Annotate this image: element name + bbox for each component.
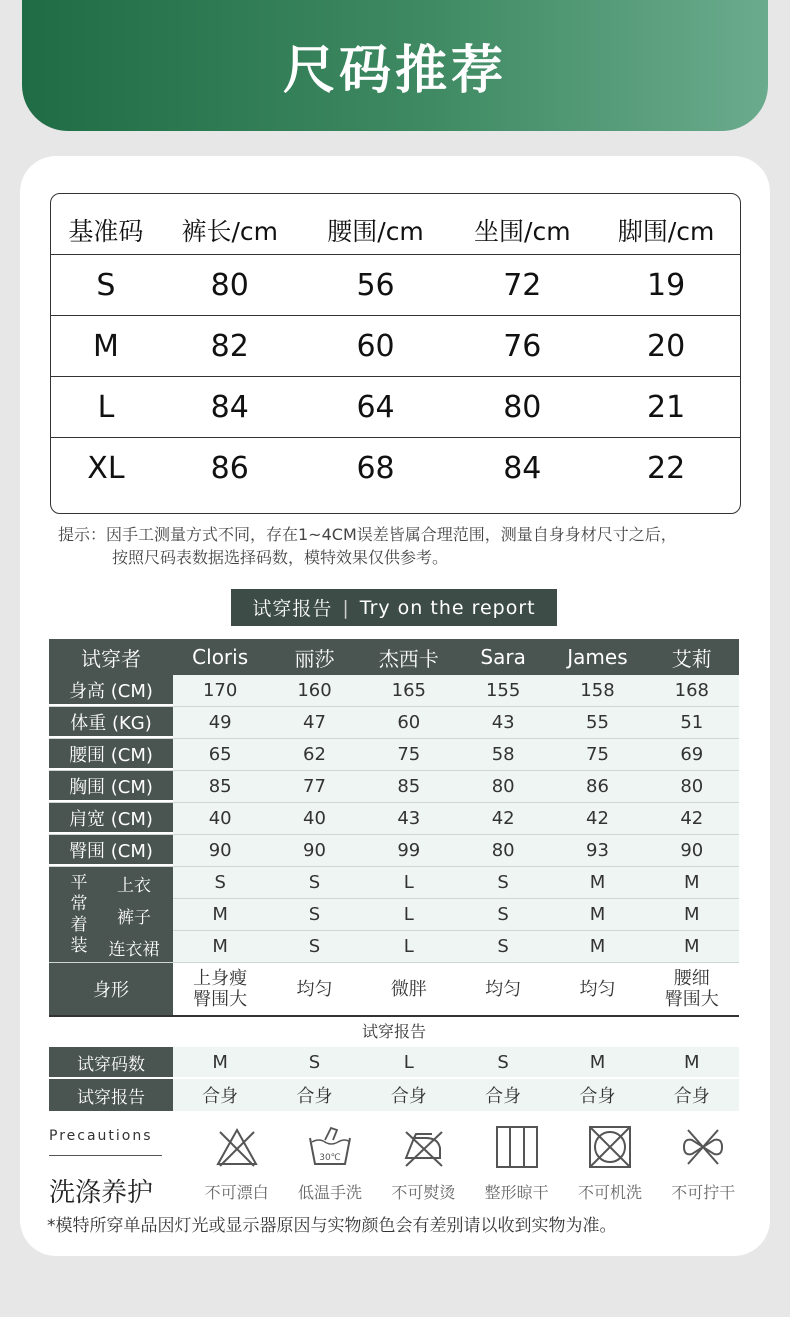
wear-size-value: S xyxy=(267,931,361,962)
care-label: 不可熨烫 xyxy=(391,1183,456,1202)
daily-wear-label xyxy=(49,867,173,962)
measure-row xyxy=(49,835,739,867)
report-value: L xyxy=(362,1047,456,1077)
measure-value: 93 xyxy=(550,835,644,866)
report-value: M xyxy=(645,1047,739,1077)
size-code: XL xyxy=(87,450,125,486)
care-item xyxy=(563,1124,656,1203)
measure-row xyxy=(49,739,739,771)
wear-size-value: L xyxy=(362,899,456,930)
care-title-cn: 洗涤养护 xyxy=(49,1178,154,1208)
size-table-row xyxy=(51,437,740,498)
tester-header-label: 试穿者 xyxy=(49,639,173,675)
tryon-header-row xyxy=(49,639,739,675)
size-value: 76 xyxy=(503,328,542,364)
wear-size-value: M xyxy=(550,931,644,962)
size-table-row xyxy=(51,254,740,315)
daily-wear-rows xyxy=(173,867,739,962)
size-value: 82 xyxy=(210,328,249,364)
size-value: 80 xyxy=(503,389,542,425)
measure-value: 80 xyxy=(645,771,739,802)
measure-value: 47 xyxy=(267,707,361,738)
measure-label: 肩宽 (CM) xyxy=(49,803,173,834)
wear-row xyxy=(173,899,739,931)
body-shape-value xyxy=(645,963,739,1015)
vertical-char: 平 xyxy=(70,873,88,893)
care-divider xyxy=(49,1155,162,1156)
measure-value: 160 xyxy=(267,675,361,706)
measure-value: 40 xyxy=(173,803,267,834)
care-label: 低温手洗 xyxy=(297,1183,362,1202)
measure-value: 75 xyxy=(550,739,644,770)
body-shape-line: 臀围大 xyxy=(193,989,248,1010)
wear-size-value: M xyxy=(173,899,267,930)
measure-value: 65 xyxy=(173,739,267,770)
report-value: 合身 xyxy=(362,1079,456,1111)
measure-value: 155 xyxy=(456,675,550,706)
care-item xyxy=(470,1124,563,1203)
care-item xyxy=(190,1124,283,1203)
measure-value: 49 xyxy=(173,707,267,738)
report-value: M xyxy=(173,1047,267,1077)
size-value: 84 xyxy=(503,450,542,486)
care-item xyxy=(377,1124,470,1203)
report-value: S xyxy=(267,1047,361,1077)
measure-value: 80 xyxy=(456,771,550,802)
report-value: 合身 xyxy=(456,1079,550,1111)
care-label: 不可拧干 xyxy=(671,1183,736,1202)
measure-value: 170 xyxy=(173,675,267,706)
body-shape-line: 均匀 xyxy=(579,978,616,1000)
measure-value: 42 xyxy=(456,803,550,834)
body-shape-line: 腰细 xyxy=(673,968,710,989)
report-label: 试穿码数 xyxy=(49,1047,173,1077)
report-value: M xyxy=(550,1047,644,1077)
care-item xyxy=(283,1124,376,1203)
measure-value: 77 xyxy=(267,771,361,802)
vertical-char: 着 xyxy=(70,915,88,935)
size-value: 56 xyxy=(356,267,395,303)
wear-sub-label: 连衣裙 xyxy=(108,940,160,960)
measure-value: 90 xyxy=(267,835,361,866)
daily-wear-vertical xyxy=(69,873,89,957)
body-shape-line: 均匀 xyxy=(296,978,333,1000)
body-shape-row xyxy=(49,963,739,1017)
tryon-report-tag xyxy=(231,589,557,626)
wear-sub-label: 裤子 xyxy=(117,908,151,928)
measure-value: 86 xyxy=(550,771,644,802)
size-chart-table xyxy=(50,193,741,514)
wear-size-value: L xyxy=(362,867,456,898)
title-banner xyxy=(22,0,768,131)
measure-value: 168 xyxy=(645,675,739,706)
report-value: 合身 xyxy=(267,1079,361,1111)
wear-size-value: M xyxy=(645,899,739,930)
no-wring-icon xyxy=(680,1124,726,1170)
measure-label: 臀围 (CM) xyxy=(49,835,173,866)
measure-value: 40 xyxy=(267,803,361,834)
page-title: 尺码推荐 xyxy=(282,41,507,101)
report-value: S xyxy=(456,1047,550,1077)
wear-size-value: S xyxy=(267,867,361,898)
measurement-tip xyxy=(58,523,748,569)
measure-row xyxy=(49,771,739,803)
tester-name: 艾莉 xyxy=(645,639,739,675)
care-item xyxy=(657,1124,750,1203)
tag-cn: 试穿报告 xyxy=(252,598,333,620)
color-disclaimer: *模特所穿单品因灯光或显示器原因与实物颜色会有差别请以收到实物为准。 xyxy=(47,1216,617,1236)
wear-size-value: M xyxy=(550,899,644,930)
tester-name: James xyxy=(550,639,644,675)
size-value: 20 xyxy=(647,328,686,364)
tester-name: Cloris xyxy=(173,639,267,675)
size-table-header xyxy=(51,194,740,254)
wear-row xyxy=(173,931,739,962)
size-value: 22 xyxy=(647,450,686,486)
vertical-char: 装 xyxy=(70,936,88,956)
measure-value: 43 xyxy=(362,803,456,834)
size-code: S xyxy=(96,267,116,303)
tip-line: 按照尺码表数据选择码数，模特效果仅供参考。 xyxy=(112,548,449,567)
wear-size-value: S xyxy=(456,931,550,962)
content-card xyxy=(20,156,770,1256)
size-value: 84 xyxy=(210,389,249,425)
size-value: 68 xyxy=(356,450,395,486)
measure-value: 85 xyxy=(173,771,267,802)
report-value: 合身 xyxy=(550,1079,644,1111)
measure-value: 58 xyxy=(456,739,550,770)
hand-wash-30-icon xyxy=(307,1124,353,1170)
wear-size-value: L xyxy=(362,931,456,962)
measure-value: 80 xyxy=(456,835,550,866)
size-header-cell: 坐围/cm xyxy=(474,217,571,246)
body-shape-value xyxy=(173,963,267,1015)
body-shape-value xyxy=(456,963,550,1015)
size-value: 21 xyxy=(647,389,686,425)
measure-value: 55 xyxy=(550,707,644,738)
tag-separator: | xyxy=(342,596,350,619)
measure-value: 75 xyxy=(362,739,456,770)
no-machine-wash-icon xyxy=(587,1124,633,1170)
measure-value: 51 xyxy=(645,707,739,738)
measure-row xyxy=(49,803,739,835)
report-caption: 试穿报告 xyxy=(49,1017,739,1047)
report-value: 合身 xyxy=(645,1079,739,1111)
measure-label: 体重 (KG) xyxy=(49,707,173,738)
measure-value: 43 xyxy=(456,707,550,738)
report-row xyxy=(49,1079,739,1111)
no-bleach-icon xyxy=(214,1124,260,1170)
daily-wear-block xyxy=(49,867,739,963)
size-value: 72 xyxy=(503,267,542,303)
wear-size-value: M xyxy=(645,867,739,898)
care-icons xyxy=(190,1124,750,1203)
care-label: 整形晾干 xyxy=(484,1183,549,1202)
body-shape-line: 臀围大 xyxy=(664,989,719,1010)
size-code: M xyxy=(92,328,119,364)
wear-size-value: S xyxy=(456,867,550,898)
tester-name: 丽莎 xyxy=(267,639,361,675)
wear-row xyxy=(173,867,739,899)
report-row xyxy=(49,1047,739,1079)
wear-size-value: M xyxy=(645,931,739,962)
measure-value: 90 xyxy=(645,835,739,866)
wear-size-value: S xyxy=(267,899,361,930)
size-value: 80 xyxy=(210,267,249,303)
report-label: 试穿报告 xyxy=(49,1079,173,1111)
body-shape-line: 均匀 xyxy=(485,978,522,1000)
wash-temp-badge: 30℃ xyxy=(319,1153,341,1163)
vertical-char: 常 xyxy=(70,894,88,914)
care-title-en: Precautions xyxy=(49,1128,153,1144)
measure-label: 腰围 (CM) xyxy=(49,739,173,770)
body-shape-value xyxy=(267,963,361,1015)
measure-value: 85 xyxy=(362,771,456,802)
tester-name: 杰西卡 xyxy=(362,639,456,675)
size-header-cell: 脚围/cm xyxy=(617,217,715,246)
wear-size-value: M xyxy=(173,931,267,962)
wear-size-value: S xyxy=(456,899,550,930)
body-shape-label: 身形 xyxy=(49,963,173,1015)
wear-sub-label: 上衣 xyxy=(117,876,151,896)
care-label: 不可机洗 xyxy=(577,1183,642,1202)
size-value: 86 xyxy=(210,450,249,486)
measure-value: 69 xyxy=(645,739,739,770)
size-value: 64 xyxy=(356,389,395,425)
tryon-table xyxy=(49,639,739,1111)
measure-row xyxy=(49,707,739,739)
no-iron-icon xyxy=(400,1124,446,1170)
care-label: 不可漂白 xyxy=(204,1183,269,1202)
size-table-row xyxy=(51,315,740,376)
measure-value: 60 xyxy=(362,707,456,738)
wear-size-value: M xyxy=(550,867,644,898)
size-header-cell: 基准码 xyxy=(68,217,144,246)
size-code: L xyxy=(97,389,115,425)
measure-value: 165 xyxy=(362,675,456,706)
measure-value: 99 xyxy=(362,835,456,866)
drip-dry-icon xyxy=(494,1124,540,1170)
measure-value: 42 xyxy=(550,803,644,834)
size-value: 60 xyxy=(356,328,395,364)
tag-en: Try on the report xyxy=(359,596,536,619)
tip-line: 提示：因手工测量方式不同，存在1~4CM误差皆属合理范围，测量自身身材尺寸之后， xyxy=(58,525,677,544)
body-shape-line: 上身瘦 xyxy=(193,968,248,989)
measure-label: 胸围 (CM) xyxy=(49,771,173,802)
size-header-cell: 裤长/cm xyxy=(181,217,278,246)
measure-value: 90 xyxy=(173,835,267,866)
measure-label: 身高 (CM) xyxy=(49,675,173,706)
measure-value: 42 xyxy=(645,803,739,834)
size-table-row xyxy=(51,376,740,437)
tester-name: Sara xyxy=(456,639,550,675)
report-value: 合身 xyxy=(173,1079,267,1111)
measure-row xyxy=(49,675,739,707)
measure-value: 158 xyxy=(550,675,644,706)
wear-size-value: S xyxy=(173,867,267,898)
body-shape-value xyxy=(362,963,456,1015)
measure-value: 62 xyxy=(267,739,361,770)
size-header-cell: 腰围/cm xyxy=(327,217,424,246)
body-shape-line: 微胖 xyxy=(390,978,427,1000)
size-value: 19 xyxy=(647,267,686,303)
body-shape-value xyxy=(550,963,644,1015)
